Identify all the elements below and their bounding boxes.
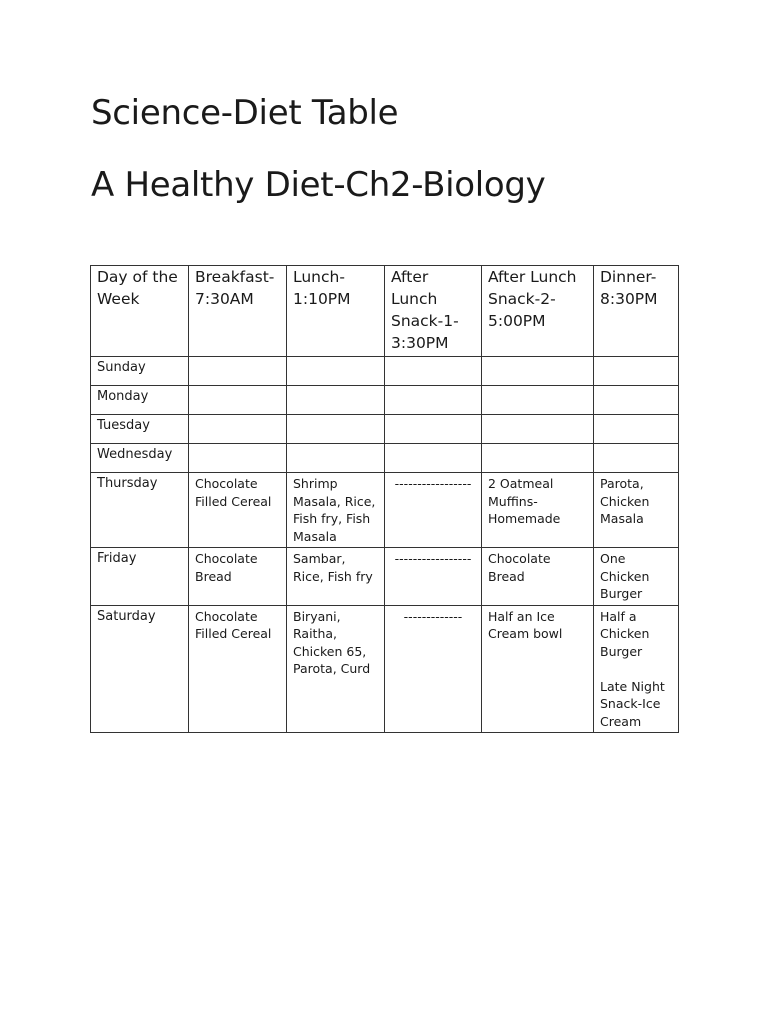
breakfast-cell xyxy=(189,386,287,415)
breakfast-cell: Chocolate Filled Cereal xyxy=(189,605,287,733)
day-cell: Saturday xyxy=(91,605,189,733)
snack-2-cell: 2 Oatmeal Muffins-Homemade xyxy=(482,473,594,548)
snack-2-cell xyxy=(482,415,594,444)
snack-2-cell xyxy=(482,357,594,386)
header-day: Day of the Week xyxy=(91,266,189,357)
day-cell: Friday xyxy=(91,548,189,606)
table-row xyxy=(91,386,679,415)
snack-1-cell xyxy=(385,386,482,415)
breakfast-cell xyxy=(189,415,287,444)
lunch-cell xyxy=(287,415,385,444)
table-row xyxy=(91,444,679,473)
dinner-cell xyxy=(594,444,679,473)
dinner-cell xyxy=(594,605,679,733)
snack-1-cell xyxy=(385,444,482,473)
lunch-cell xyxy=(287,386,385,415)
day-cell: Thursday xyxy=(91,473,189,548)
dinner-cell xyxy=(594,386,679,415)
header-dinner: Dinner-8:30PM xyxy=(594,266,679,357)
dinner-cell xyxy=(594,415,679,444)
snack-1-cell: ----------------- xyxy=(385,548,482,606)
breakfast-cell: Chocolate Filled Cereal xyxy=(189,473,287,548)
snack-1-cell: ------------- xyxy=(385,605,482,733)
lunch-cell: Sambar, Rice, Fish fry xyxy=(287,548,385,606)
table-row xyxy=(91,357,679,386)
header-snack-2: After Lunch Snack-2-5:00PM xyxy=(482,266,594,357)
dinner-text: Half a Chicken Burger xyxy=(600,608,650,659)
snack-1-cell: ----------------- xyxy=(385,473,482,548)
snack-2-cell xyxy=(482,444,594,473)
snack-2-cell: Half an Ice Cream bowl xyxy=(482,605,594,733)
cell-spacer xyxy=(600,660,672,678)
snack-1-cell xyxy=(385,357,482,386)
late-night-snack-text: Late Night Snack-Ice Cream xyxy=(600,678,665,729)
lunch-cell xyxy=(287,357,385,386)
dinner-cell: Parota, Chicken Masala xyxy=(594,473,679,548)
table-row xyxy=(91,605,679,733)
header-lunch: Lunch-1:10PM xyxy=(287,266,385,357)
day-cell: Wednesday xyxy=(91,444,189,473)
document-title: Science-Diet Table xyxy=(91,93,399,133)
table-row xyxy=(91,415,679,444)
lunch-cell: Shrimp Masala, Rice, Fish fry, Fish Masala xyxy=(287,473,385,548)
day-cell: Sunday xyxy=(91,357,189,386)
table-header-row xyxy=(91,266,679,357)
breakfast-cell xyxy=(189,357,287,386)
diet-table xyxy=(90,265,679,733)
snack-2-cell: Chocolate Bread xyxy=(482,548,594,606)
breakfast-cell xyxy=(189,444,287,473)
table-row xyxy=(91,473,679,548)
header-snack-1: After Lunch Snack-1-3:30PM xyxy=(385,266,482,357)
snack-2-cell xyxy=(482,386,594,415)
day-cell: Tuesday xyxy=(91,415,189,444)
lunch-cell: Biryani, Raitha, Chicken 65, Parota, Curd xyxy=(287,605,385,733)
snack-1-cell xyxy=(385,415,482,444)
breakfast-cell: Chocolate Bread xyxy=(189,548,287,606)
day-cell: Monday xyxy=(91,386,189,415)
table-row xyxy=(91,548,679,606)
document-subtitle: A Healthy Diet-Ch2-Biology xyxy=(91,165,546,205)
dinner-cell: One Chicken Burger xyxy=(594,548,679,606)
lunch-cell xyxy=(287,444,385,473)
header-breakfast: Breakfast-7:30AM xyxy=(189,266,287,357)
dinner-cell xyxy=(594,357,679,386)
